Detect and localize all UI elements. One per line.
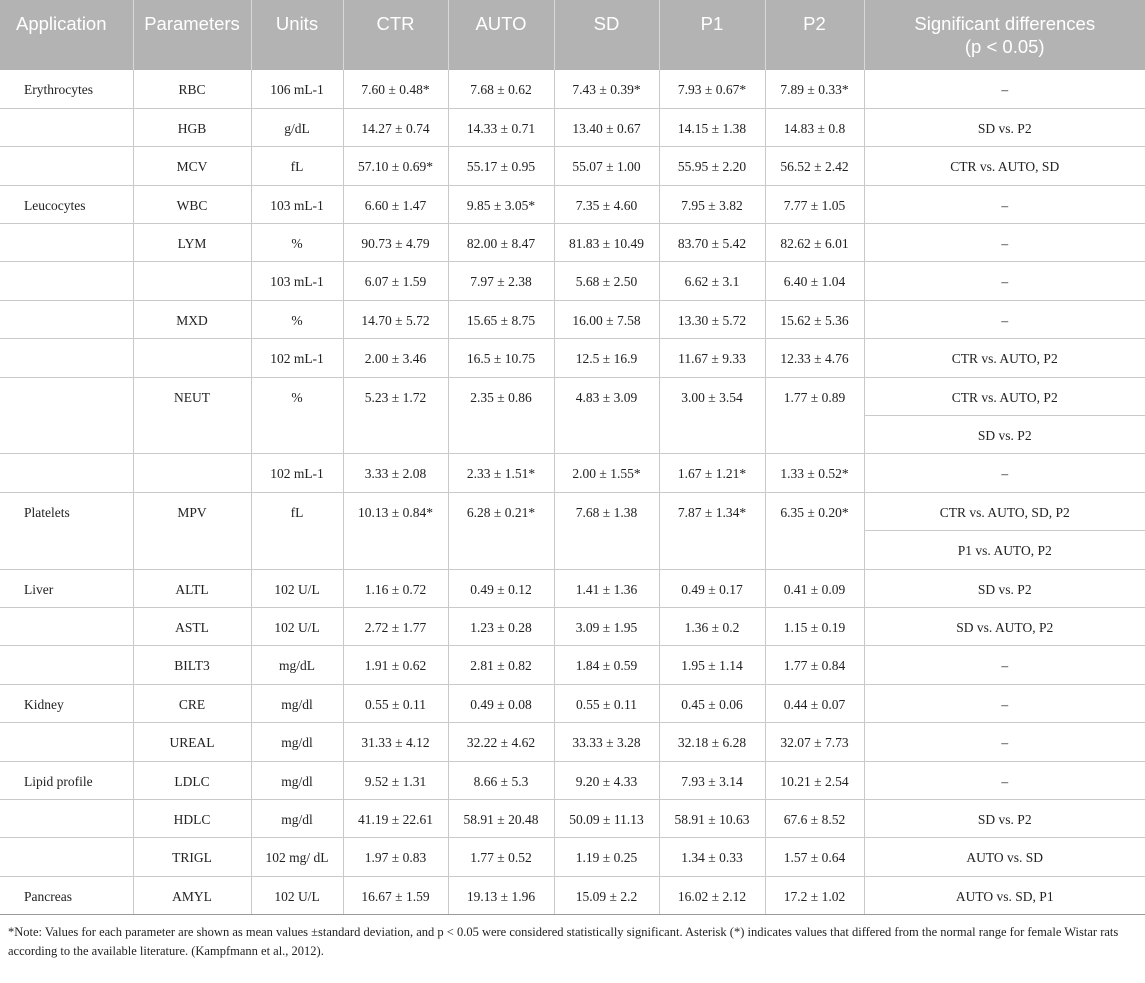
auto-cell: 2.35 ± 0.86 (448, 377, 554, 415)
sd-cell: 7.43 ± 0.39* (554, 70, 659, 108)
ctr-cell: 6.60 ± 1.47 (343, 185, 448, 223)
parameter-cell: HGB (133, 108, 251, 146)
auto-cell: 14.33 ± 0.71 (448, 108, 554, 146)
unit-cell: mg/dl (251, 799, 343, 837)
parameter-cell (133, 416, 251, 454)
table-row (0, 646, 1145, 684)
table-row (0, 454, 1145, 492)
parameter-cell: ASTL (133, 607, 251, 645)
table-row (0, 108, 1145, 146)
significance-cell: CTR vs. AUTO, SD, P2 (864, 492, 1145, 530)
ctr-cell: 90.73 ± 4.79 (343, 224, 448, 262)
auto-cell: 55.17 ± 0.95 (448, 147, 554, 185)
sd-cell: 5.68 ± 2.50 (554, 262, 659, 300)
unit-cell (251, 531, 343, 569)
table-row (0, 723, 1145, 761)
ctr-cell: 1.91 ± 0.62 (343, 646, 448, 684)
table-row (0, 876, 1145, 914)
p2-cell: 7.77 ± 1.05 (765, 185, 864, 223)
ctr-cell: 9.52 ± 1.31 (343, 761, 448, 799)
unit-cell: % (251, 300, 343, 338)
p1-cell: 0.49 ± 0.17 (659, 569, 765, 607)
table-body (0, 70, 1145, 915)
unit-cell: % (251, 224, 343, 262)
application-cell (0, 262, 133, 300)
ctr-cell: 0.55 ± 0.11 (343, 684, 448, 722)
table-row (0, 799, 1145, 837)
ctr-cell: 1.97 ± 0.83 (343, 838, 448, 876)
ctr-cell: 2.00 ± 3.46 (343, 339, 448, 377)
p2-cell (765, 531, 864, 569)
unit-cell: mg/dl (251, 761, 343, 799)
significance-cell: AUTO vs. SD, P1 (864, 876, 1145, 914)
table-row (0, 70, 1145, 108)
p2-cell: 10.21 ± 2.54 (765, 761, 864, 799)
application-cell (0, 147, 133, 185)
auto-cell: 0.49 ± 0.08 (448, 684, 554, 722)
sd-cell: 13.40 ± 0.67 (554, 108, 659, 146)
unit-cell: 102 U/L (251, 607, 343, 645)
header-row (0, 0, 1145, 70)
p1-cell (659, 531, 765, 569)
significance-cell: – (864, 300, 1145, 338)
table-row (0, 262, 1145, 300)
significance-cell: – (864, 262, 1145, 300)
parameter-cell: AMYL (133, 876, 251, 914)
significance-cell: – (864, 761, 1145, 799)
significance-cell: – (864, 185, 1145, 223)
p1-cell: 6.62 ± 3.1 (659, 262, 765, 300)
significance-cell: – (864, 454, 1145, 492)
p1-cell: 3.00 ± 3.54 (659, 377, 765, 415)
application-cell (0, 377, 133, 415)
significance-cell: – (864, 646, 1145, 684)
p2-cell: 0.41 ± 0.09 (765, 569, 864, 607)
sd-cell: 1.41 ± 1.36 (554, 569, 659, 607)
table-row (0, 684, 1145, 722)
unit-cell: 102 mg/ dL (251, 838, 343, 876)
p1-cell: 14.15 ± 1.38 (659, 108, 765, 146)
ctr-cell (343, 416, 448, 454)
table-row (0, 492, 1145, 530)
p1-cell: 1.67 ± 1.21* (659, 454, 765, 492)
unit-cell: % (251, 377, 343, 415)
significance-header-label: Significant differences (914, 13, 1096, 34)
auto-cell: 19.13 ± 1.96 (448, 876, 554, 914)
application-cell (0, 531, 133, 569)
p2-cell: 0.44 ± 0.07 (765, 684, 864, 722)
unit-cell: g/dL (251, 108, 343, 146)
sd-cell: 1.19 ± 0.25 (554, 838, 659, 876)
sd-cell: 16.00 ± 7.58 (554, 300, 659, 338)
application-cell (0, 454, 133, 492)
unit-cell: 106 mL-1 (251, 70, 343, 108)
sd-cell: 12.5 ± 16.9 (554, 339, 659, 377)
auto-cell: 16.5 ± 10.75 (448, 339, 554, 377)
p2-cell: 7.89 ± 0.33* (765, 70, 864, 108)
sd-cell: 50.09 ± 11.13 (554, 799, 659, 837)
table-row (0, 416, 1145, 454)
significance-cell: – (864, 723, 1145, 761)
table-row (0, 300, 1145, 338)
auto-cell: 0.49 ± 0.12 (448, 569, 554, 607)
parameter-cell (133, 454, 251, 492)
p2-cell: 67.6 ± 8.52 (765, 799, 864, 837)
application-cell: Erythrocytes (0, 70, 133, 108)
sd-cell: 7.35 ± 4.60 (554, 185, 659, 223)
unit-cell: fL (251, 492, 343, 530)
p1-cell: 1.36 ± 0.2 (659, 607, 765, 645)
application-cell (0, 838, 133, 876)
parameter-cell: LDLC (133, 761, 251, 799)
auto-cell: 6.28 ± 0.21* (448, 492, 554, 530)
parameter-cell (133, 531, 251, 569)
ctr-cell: 6.07 ± 1.59 (343, 262, 448, 300)
unit-cell: fL (251, 147, 343, 185)
sd-cell: 3.09 ± 1.95 (554, 607, 659, 645)
parameter-cell: RBC (133, 70, 251, 108)
column-header: P2 (765, 0, 864, 70)
ctr-cell: 41.19 ± 22.61 (343, 799, 448, 837)
table-footnote: *Note: Values for each parameter are shown as mean values ±standard deviation, and p < 0.05 were considered statistically significant. Asterisk (*) indicates values that differed from the normal range for female Wistar rats according to the available literature. (Kampfmann et al., 2012). (8, 925, 1119, 959)
p1-cell: 1.95 ± 1.14 (659, 646, 765, 684)
table-row (0, 569, 1145, 607)
p2-cell (765, 416, 864, 454)
application-cell (0, 108, 133, 146)
p2-cell: 56.52 ± 2.42 (765, 147, 864, 185)
p1-cell: 11.67 ± 9.33 (659, 339, 765, 377)
column-header: Parameters (133, 0, 251, 70)
column-header: CTR (343, 0, 448, 70)
application-cell (0, 339, 133, 377)
p1-cell: 7.87 ± 1.34* (659, 492, 765, 530)
application-cell: Kidney (0, 684, 133, 722)
unit-cell: mg/dl (251, 684, 343, 722)
sd-cell: 33.33 ± 3.28 (554, 723, 659, 761)
p1-cell: 1.34 ± 0.33 (659, 838, 765, 876)
sd-cell: 9.20 ± 4.33 (554, 761, 659, 799)
table-row (0, 185, 1145, 223)
table-row (0, 147, 1145, 185)
table-row (0, 339, 1145, 377)
unit-cell: 103 mL-1 (251, 262, 343, 300)
unit-cell: mg/dl (251, 723, 343, 761)
ctr-cell: 1.16 ± 0.72 (343, 569, 448, 607)
ctr-cell: 14.27 ± 0.74 (343, 108, 448, 146)
auto-cell: 58.91 ± 20.48 (448, 799, 554, 837)
column-header: Units (251, 0, 343, 70)
unit-cell: 102 U/L (251, 569, 343, 607)
auto-cell: 9.85 ± 3.05* (448, 185, 554, 223)
column-header: SD (554, 0, 659, 70)
auto-cell: 1.23 ± 0.28 (448, 607, 554, 645)
p2-cell: 1.15 ± 0.19 (765, 607, 864, 645)
p1-cell: 55.95 ± 2.20 (659, 147, 765, 185)
parameter-cell: MXD (133, 300, 251, 338)
parameter-cell: NEUT (133, 377, 251, 415)
significance-cell: CTR vs. AUTO, SD (864, 147, 1145, 185)
p2-cell: 6.35 ± 0.20* (765, 492, 864, 530)
unit-cell: 102 mL-1 (251, 339, 343, 377)
unit-cell: 102 U/L (251, 876, 343, 914)
application-cell: Leucocytes (0, 185, 133, 223)
significance-cell: SD vs. P2 (864, 569, 1145, 607)
application-cell: Liver (0, 569, 133, 607)
parameter-cell: ALTL (133, 569, 251, 607)
significance-cell: CTR vs. AUTO, P2 (864, 377, 1145, 415)
significance-cell: SD vs. P2 (864, 799, 1145, 837)
sd-cell: 81.83 ± 10.49 (554, 224, 659, 262)
significance-cell: P1 vs. AUTO, P2 (864, 531, 1145, 569)
significance-header-sub: (p < 0.05) (964, 36, 1045, 57)
ctr-cell: 14.70 ± 5.72 (343, 300, 448, 338)
p2-cell: 14.83 ± 0.8 (765, 108, 864, 146)
ctr-cell: 31.33 ± 4.12 (343, 723, 448, 761)
ctr-cell: 7.60 ± 0.48* (343, 70, 448, 108)
significance-cell: – (864, 224, 1145, 262)
sd-cell: 0.55 ± 0.11 (554, 684, 659, 722)
column-header: Application (0, 0, 133, 70)
table-row (0, 377, 1145, 415)
p2-cell: 6.40 ± 1.04 (765, 262, 864, 300)
application-cell: Lipid profile (0, 761, 133, 799)
application-cell (0, 646, 133, 684)
ctr-cell: 10.13 ± 0.84* (343, 492, 448, 530)
p1-cell: 83.70 ± 5.42 (659, 224, 765, 262)
p2-cell: 17.2 ± 1.02 (765, 876, 864, 914)
application-cell (0, 799, 133, 837)
sd-cell: 55.07 ± 1.00 (554, 147, 659, 185)
p1-cell: 13.30 ± 5.72 (659, 300, 765, 338)
auto-cell: 2.81 ± 0.82 (448, 646, 554, 684)
sd-cell (554, 416, 659, 454)
column-header-significance (864, 0, 1145, 70)
unit-cell: 102 mL-1 (251, 454, 343, 492)
p1-cell: 16.02 ± 2.12 (659, 876, 765, 914)
column-header: AUTO (448, 0, 554, 70)
p2-cell: 1.57 ± 0.64 (765, 838, 864, 876)
application-cell: Platelets (0, 492, 133, 530)
sd-cell: 15.09 ± 2.2 (554, 876, 659, 914)
parameter-cell (133, 339, 251, 377)
parameter-cell: CRE (133, 684, 251, 722)
table-row (0, 531, 1145, 569)
p1-cell: 0.45 ± 0.06 (659, 684, 765, 722)
column-header: P1 (659, 0, 765, 70)
sd-cell: 4.83 ± 3.09 (554, 377, 659, 415)
parameter-cell: UREAL (133, 723, 251, 761)
p1-cell: 32.18 ± 6.28 (659, 723, 765, 761)
parameter-cell: BILT3 (133, 646, 251, 684)
auto-cell: 2.33 ± 1.51* (448, 454, 554, 492)
p2-cell: 15.62 ± 5.36 (765, 300, 864, 338)
table-row (0, 761, 1145, 799)
p2-cell: 82.62 ± 6.01 (765, 224, 864, 262)
auto-cell: 7.68 ± 0.62 (448, 70, 554, 108)
ctr-cell: 2.72 ± 1.77 (343, 607, 448, 645)
parameter-cell: HDLC (133, 799, 251, 837)
p1-cell: 7.93 ± 3.14 (659, 761, 765, 799)
parameter-cell: WBC (133, 185, 251, 223)
auto-cell: 1.77 ± 0.52 (448, 838, 554, 876)
sd-cell: 1.84 ± 0.59 (554, 646, 659, 684)
table-row (0, 838, 1145, 876)
ctr-cell: 3.33 ± 2.08 (343, 454, 448, 492)
significance-cell: AUTO vs. SD (864, 838, 1145, 876)
application-cell (0, 300, 133, 338)
parameter-cell: LYM (133, 224, 251, 262)
parameter-cell: MPV (133, 492, 251, 530)
ctr-cell: 16.67 ± 1.59 (343, 876, 448, 914)
p2-cell: 1.77 ± 0.89 (765, 377, 864, 415)
p1-cell: 58.91 ± 10.63 (659, 799, 765, 837)
auto-cell (448, 531, 554, 569)
ctr-cell (343, 531, 448, 569)
auto-cell: 8.66 ± 5.3 (448, 761, 554, 799)
auto-cell: 7.97 ± 2.38 (448, 262, 554, 300)
unit-cell (251, 416, 343, 454)
significance-cell: – (864, 70, 1145, 108)
significance-cell: SD vs. P2 (864, 108, 1145, 146)
unit-cell: mg/dL (251, 646, 343, 684)
significance-cell: SD vs. P2 (864, 416, 1145, 454)
ctr-cell: 57.10 ± 0.69* (343, 147, 448, 185)
ctr-cell: 5.23 ± 1.72 (343, 377, 448, 415)
application-cell (0, 723, 133, 761)
p2-cell: 12.33 ± 4.76 (765, 339, 864, 377)
p2-cell: 1.77 ± 0.84 (765, 646, 864, 684)
parameter-cell (133, 262, 251, 300)
p1-cell: 7.95 ± 3.82 (659, 185, 765, 223)
auto-cell: 15.65 ± 8.75 (448, 300, 554, 338)
auto-cell: 82.00 ± 8.47 (448, 224, 554, 262)
application-cell: Pancreas (0, 876, 133, 914)
application-cell (0, 224, 133, 262)
sd-cell: 2.00 ± 1.55* (554, 454, 659, 492)
p2-cell: 32.07 ± 7.73 (765, 723, 864, 761)
application-cell (0, 416, 133, 454)
significance-cell: CTR vs. AUTO, P2 (864, 339, 1145, 377)
p1-cell (659, 416, 765, 454)
table-row (0, 607, 1145, 645)
sd-cell: 7.68 ± 1.38 (554, 492, 659, 530)
parameter-cell: MCV (133, 147, 251, 185)
significance-cell: – (864, 684, 1145, 722)
application-cell (0, 607, 133, 645)
table-row (0, 224, 1145, 262)
p2-cell: 1.33 ± 0.52* (765, 454, 864, 492)
parameter-cell: TRIGL (133, 838, 251, 876)
p1-cell: 7.93 ± 0.67* (659, 70, 765, 108)
auto-cell (448, 416, 554, 454)
sd-cell (554, 531, 659, 569)
significance-cell: SD vs. AUTO, P2 (864, 607, 1145, 645)
auto-cell: 32.22 ± 4.62 (448, 723, 554, 761)
unit-cell: 103 mL-1 (251, 185, 343, 223)
